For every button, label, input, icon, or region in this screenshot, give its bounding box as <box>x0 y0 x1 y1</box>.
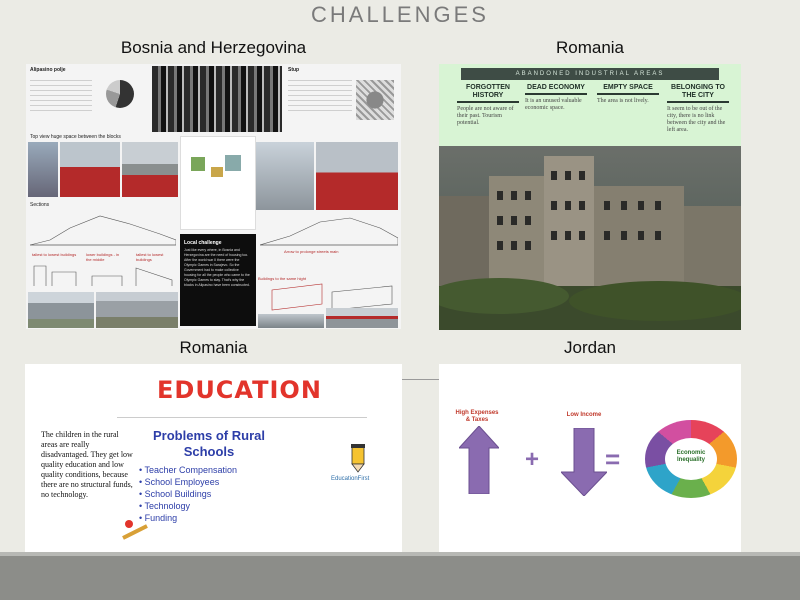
photo <box>326 308 398 328</box>
label-tall: tallest to lowest buildings <box>32 252 77 257</box>
aerial-photo <box>152 66 282 132</box>
column-empty-space <box>597 84 659 105</box>
label-high-expenses: High Expenses & Taxes <box>455 410 499 423</box>
section-top-view: Top view huge space between the blocks <box>30 134 121 140</box>
problem-item: • School Employees <box>139 477 220 487</box>
building-sketch <box>32 262 176 288</box>
education-logo <box>157 376 322 404</box>
column-title: FORGOTTEN HISTORY <box>457 84 519 103</box>
label-same-height: Buildings to the same hight <box>258 276 307 281</box>
divider <box>117 417 367 418</box>
equals-sign: = <box>605 444 621 474</box>
factory-illustration <box>439 146 741 330</box>
pencil-icon <box>347 444 369 474</box>
photo-red-area <box>60 142 120 197</box>
cycle-center-label: Economic Inequality <box>676 450 706 463</box>
model-photo <box>180 136 256 230</box>
down-arrow-icon <box>561 428 607 496</box>
problem-item: • Funding <box>139 513 178 523</box>
local-challenge-text: Just like every where, in Bosnia and Herzegovina are the need of housing too. After the world war II there were the Olympic Games in Sarajevo. So the Government had to make collective housing for all the people who came to the Olympic Games to stay. That's why the blocks in Alipasino have been constructed. <box>184 248 250 287</box>
romania-education-panel <box>25 364 402 553</box>
problem-item: • Teacher Compensation <box>139 465 238 475</box>
footer-bar <box>0 552 800 600</box>
column-title: EMPTY SPACE <box>597 84 659 95</box>
slide-title: CHALLENGES <box>311 2 489 27</box>
column-title: BELONGING TO THE CITY <box>667 84 729 103</box>
local-challenge-title: Local challenge <box>184 240 222 246</box>
plus-sign: + <box>525 446 540 473</box>
up-arrow-icon <box>459 426 499 494</box>
text-block <box>288 76 352 114</box>
section-drawing <box>30 210 176 246</box>
photo <box>96 292 178 328</box>
bosnia-panel <box>26 64 401 329</box>
caption-romania-top: Romania <box>555 38 625 57</box>
section-sections: Sections <box>30 202 50 208</box>
section-drawing <box>260 210 398 246</box>
column-text: The area is not lively. <box>597 98 649 104</box>
column-belonging <box>667 84 729 134</box>
problem-item: • Technology <box>139 501 191 511</box>
caption-jordan: Jordan <box>564 338 616 357</box>
photo-red-area <box>316 142 398 210</box>
connector-line <box>401 379 439 380</box>
local-challenge-box <box>180 234 256 326</box>
column-dead-economy <box>525 84 587 112</box>
problem-item: • School Buildings <box>139 489 212 499</box>
label-lowest: tallest to lowest buildings <box>136 252 164 262</box>
tower-photo <box>256 142 314 210</box>
column-forgotten-history <box>457 84 519 127</box>
label-low-income: Low Income <box>566 412 602 418</box>
jordan-panel <box>439 364 741 553</box>
label-arrow: Arrow to prolonge streets main <box>284 249 339 254</box>
footer-line <box>0 552 800 556</box>
caption-bosnia: Bosnia and Herzegovina <box>120 38 307 57</box>
graduate-pencil-icon <box>121 518 151 542</box>
photo <box>28 142 58 197</box>
education-logo-text: EDUCATION <box>157 376 322 404</box>
abandoned-factory-photo <box>439 146 741 330</box>
text-block <box>30 76 92 114</box>
problems-list <box>139 464 237 524</box>
photo-red-area <box>122 142 178 197</box>
bosnia-heading-left: Alipasino polje <box>30 67 66 73</box>
column-text: People are not aware of their past. Tourism potential. <box>457 106 514 126</box>
industrial-header: ABANDONED INDUSTRIAL AREAS <box>461 68 719 80</box>
economic-inequality-cycle <box>645 420 737 498</box>
brand-text: EducationFirst <box>331 476 370 482</box>
label-lower: lower buildings - in the middle <box>86 252 120 262</box>
photo <box>28 292 94 328</box>
column-text: It is an unused valuable economic space. <box>525 98 582 111</box>
column-title: DEAD ECONOMY <box>525 84 587 95</box>
site-plan <box>356 80 394 120</box>
column-text: It seem to be out of the city, there is no link between the city and the left area. <box>667 106 726 133</box>
problems-title: Problems of Rural Schools <box>153 428 265 459</box>
bosnia-heading-right: Stup <box>288 67 300 73</box>
pie-diagram <box>106 80 134 108</box>
intro-text: The children in the rural areas are really disadvantaged. They get low quality education and low quality conditions, because there are no structural funds, no technology. <box>41 430 133 499</box>
caption-romania-bottom: Romania <box>179 338 248 357</box>
photo <box>258 314 324 328</box>
romania-industrial-panel <box>439 64 741 330</box>
